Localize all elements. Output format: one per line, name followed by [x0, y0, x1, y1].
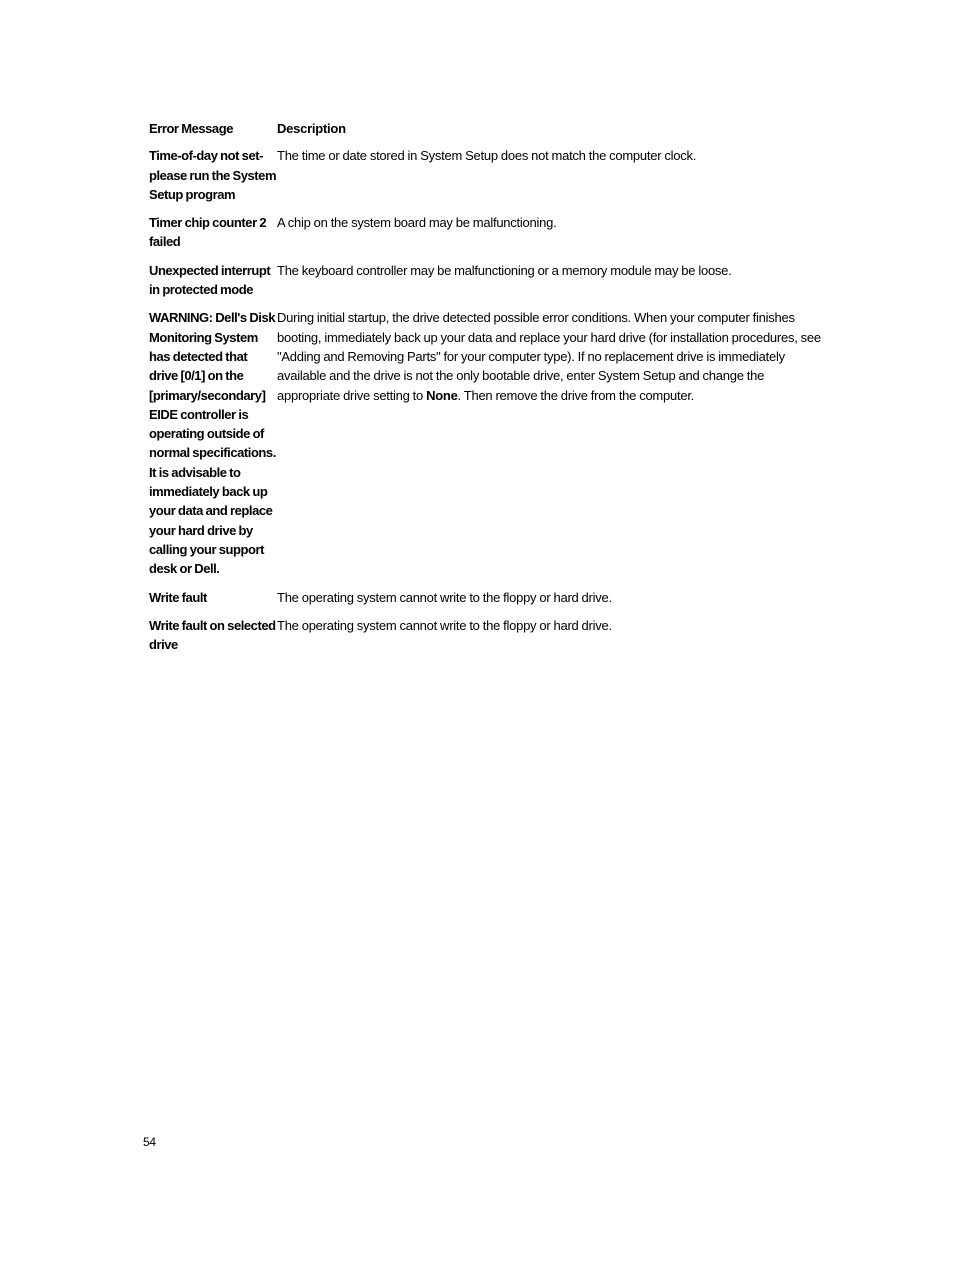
- table-row: [149, 588, 833, 616]
- table-row: [149, 146, 833, 213]
- error-message-cell: Time-of-day not set-please run the System Setup program: [149, 148, 277, 202]
- description-cell: The keyboard controller may be malfunctioning or a memory module may be loose.: [277, 262, 732, 278]
- page-number: 54: [143, 1135, 156, 1149]
- description-cell: [277, 308, 825, 578]
- description-cell: The operating system cannot write to the floppy or hard drive.: [277, 617, 612, 633]
- description-cell: A chip on the system board may be malfunctioning.: [277, 215, 557, 231]
- table-row: [149, 213, 833, 261]
- error-message-cell: Write fault on selected drive: [149, 617, 276, 653]
- table-row: [149, 308, 833, 587]
- description-cell: The operating system cannot write to the floppy or hard drive.: [277, 589, 612, 605]
- table-row: [149, 261, 833, 309]
- error-message-cell: Timer chip counter 2 failed: [149, 215, 267, 250]
- drive-setting-value: None: [426, 387, 458, 403]
- column-header-error-message: Error Message: [149, 121, 233, 136]
- description-text: During initial startup, the drive detected possible error conditions. When your computer finishes booting, immediately back up your data and replace your hard drive (for installation procedures, see "Adding and Removing Parts" for your computer type). If no replacement drive is immediately available and the drive is not the only bootable drive, enter System Setup and change the appropriate drive setting to: [277, 310, 821, 403]
- description-text: . Then remove the drive from the computer.: [457, 387, 695, 403]
- column-header-description: Description: [277, 121, 346, 136]
- error-message-table: [149, 119, 833, 663]
- table-row: [149, 616, 833, 664]
- error-message-cell: Unexpected interrupt in protected mode: [149, 262, 271, 298]
- error-message-cell: Write fault: [149, 589, 207, 605]
- description-cell: The time or date stored in System Setup does not match the computer clock.: [277, 148, 697, 164]
- error-message-cell: WARNING: Dell's Disk Monitoring System has detected that drive [0/1] on the [primary/secondary] EIDE controller is operating outside of normal specifications. It is advisable to immediately back up your data and replace your hard drive by calling your support desk or Dell.: [149, 310, 276, 577]
- table-header-row: [149, 119, 833, 146]
